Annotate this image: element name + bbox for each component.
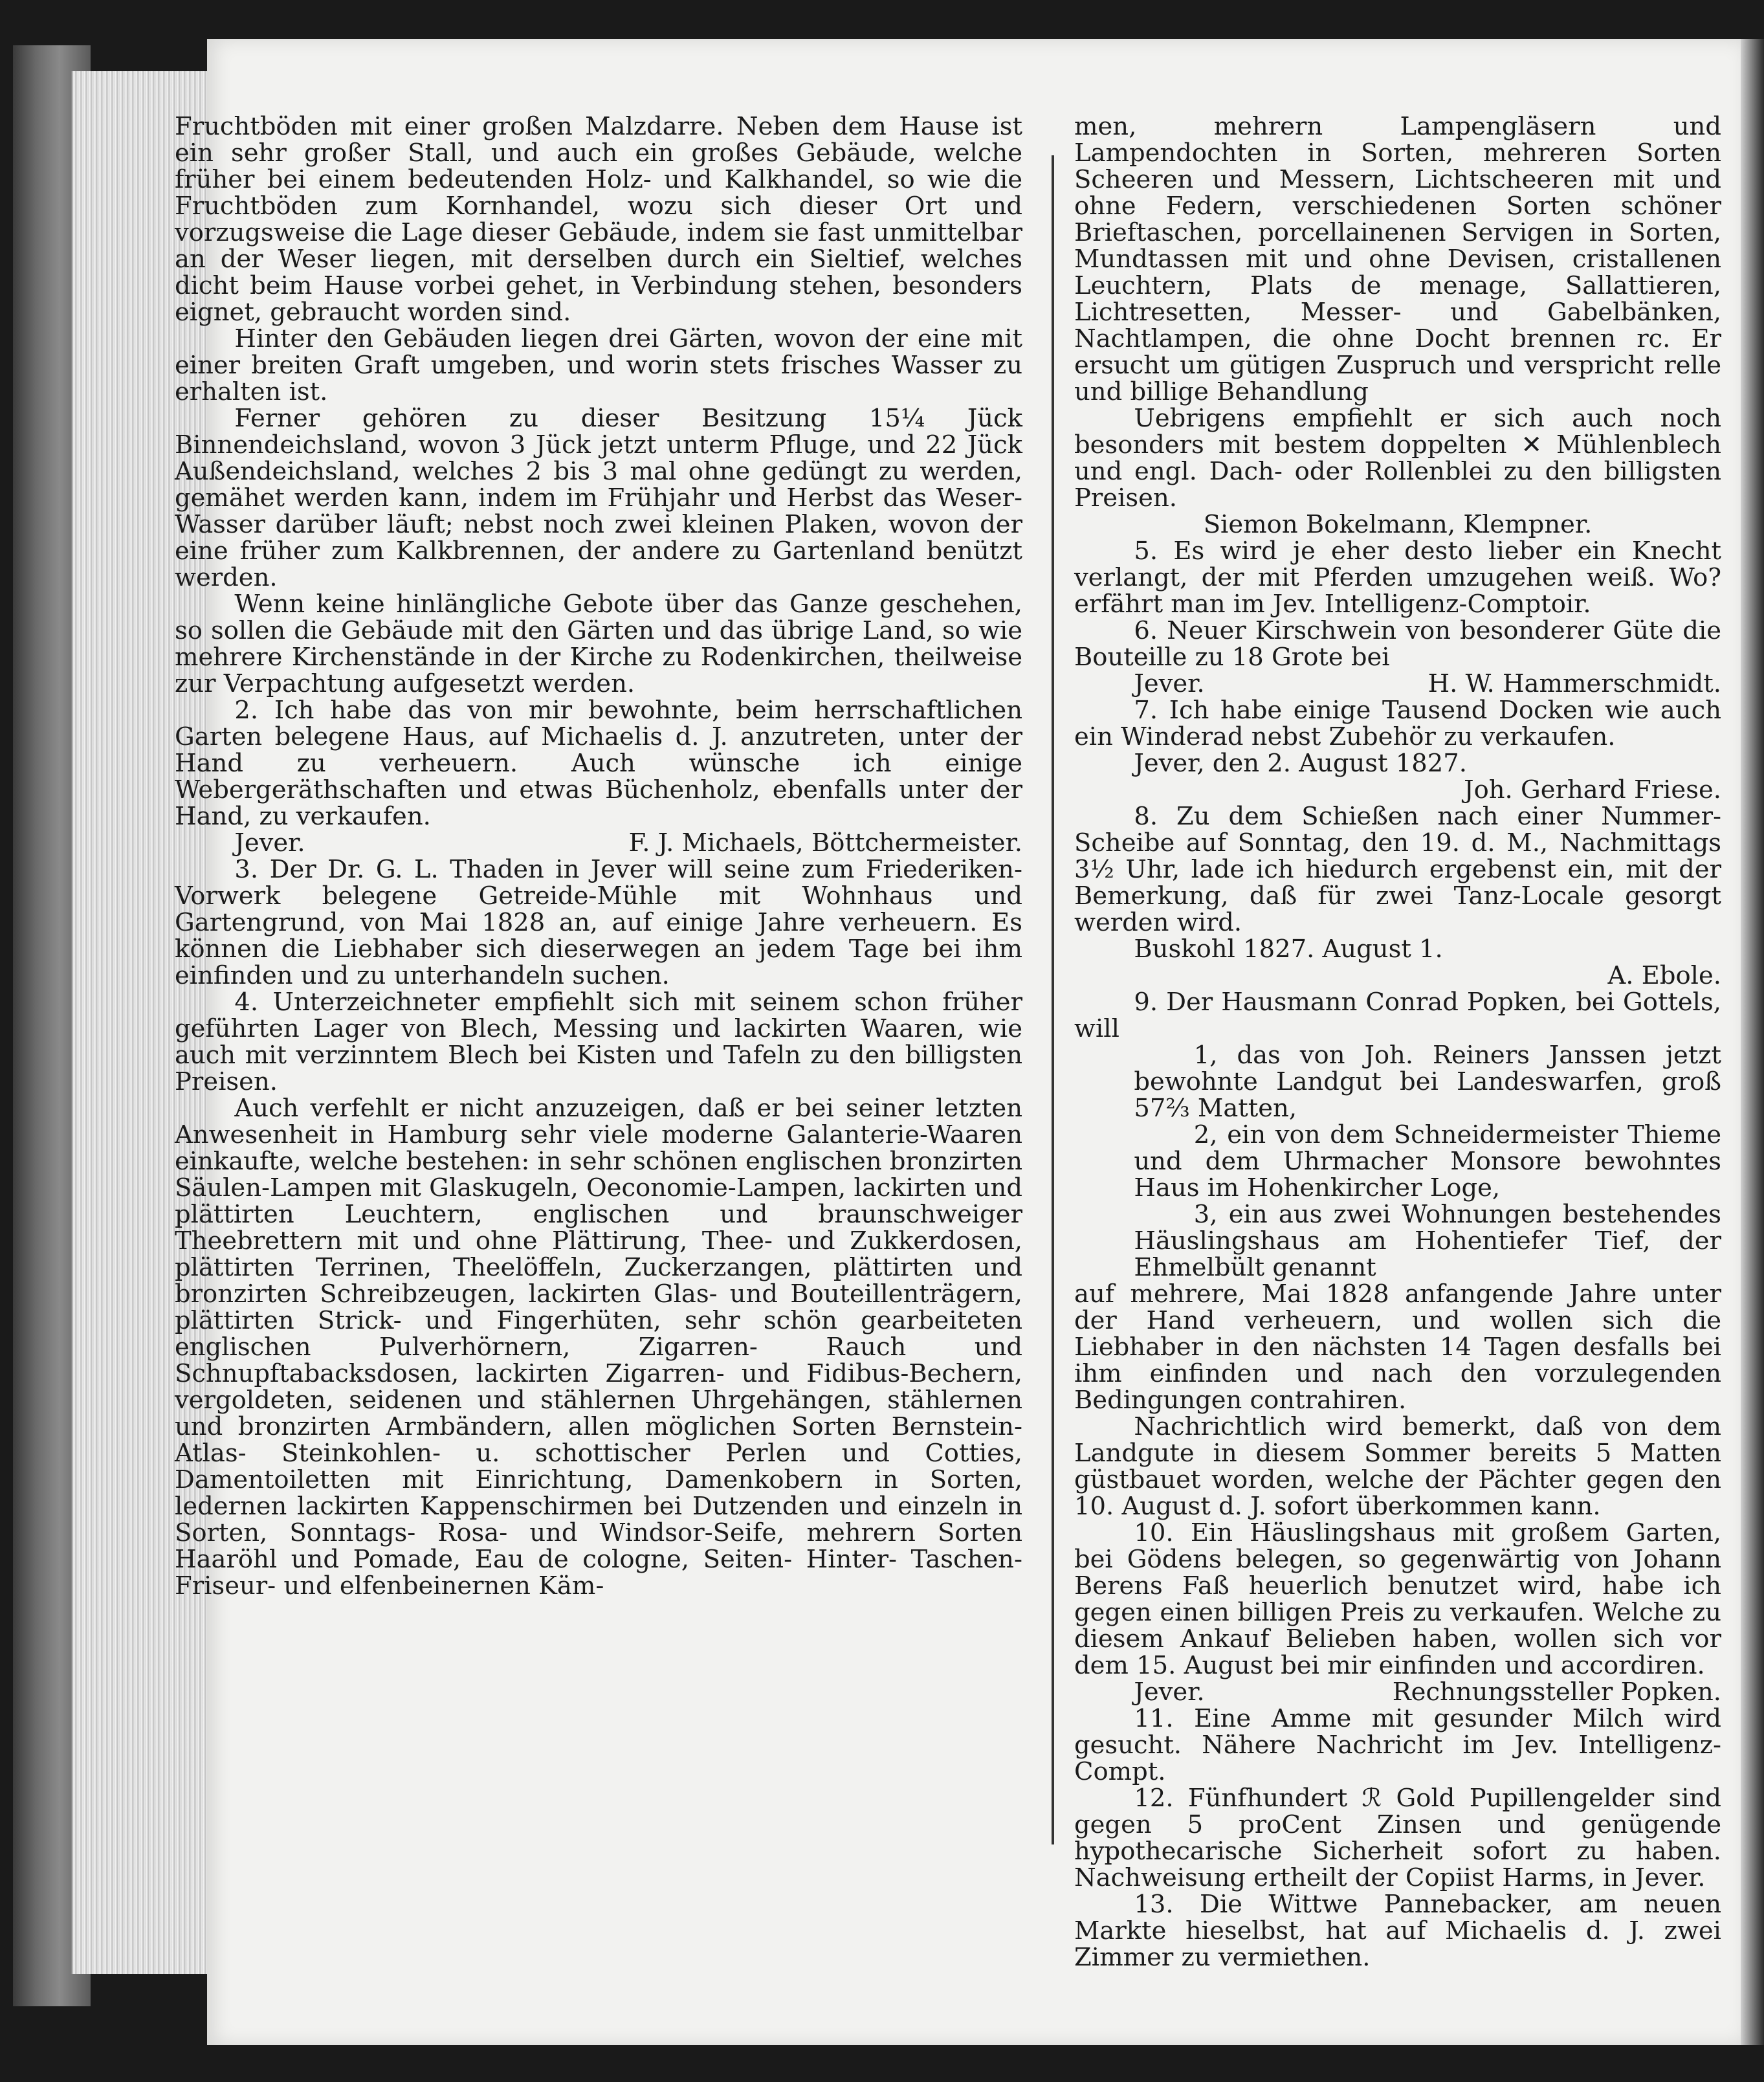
left-column xyxy=(175,113,1022,1599)
notice-8: 8. Zu dem Schießen nach einer Nummer-Scheibe auf Sonntag, den 19. d. M., Nachmittags 3½ Uhr, lade ich hiedurch ergebenst ein, mit der Bemerkung, daß für zwei Tanz-Locale gesorgt werden wird. xyxy=(1074,802,1721,937)
signature: Joh. Gerhard Friese. xyxy=(1464,775,1721,804)
notice-3: 3. Der Dr. G. L. Thaden in Jever will seine zum Friederiken-Vorwerk belegene Getreide-Mühle mit Wohnhaus und Gartengrund, von Mai 1828 an, auf einige Jahre verheuern. Es können die Liebhaber sich dieserwegen an jedem Tage bei ihm einfinden und zu unterhandeln suchen. xyxy=(175,855,1022,990)
paragraph: Wenn keine hinlängliche Gebote über das Ganze geschehen, so sollen die Gebäude mit den Gärten und das übrige Land, so wie mehrere Kirchenstände in der Kirche zu Rodenkirchen, theilweise zur Verpachtung aufgesetzt werden. xyxy=(175,590,1022,698)
paragraph: auf mehrere, Mai 1828 anfangende Jahre unter der Hand verheuern, und wollen sich die Liebhaber in den nächsten 14 Tagen desfalls bei ihm einfinden und nach den vorzulegenden Bedingungen contrahiren. xyxy=(1074,1279,1721,1415)
notice-5: 5. Es wird je eher desto lieber ein Knecht verlangt, der mit Pferden umzugehen weiß. Wo? erfährt man im Jev. Intelligenz-Comptoir. xyxy=(1074,537,1721,619)
place: Jever. xyxy=(1134,669,1205,698)
paragraph: Uebrigens empfiehlt er sich auch noch besonders mit bestem doppelten ✕ Mühlenblech und engl. Dach- oder Rollenblei zu den billigsten Preisen. xyxy=(1074,404,1721,513)
paragraph: Auch verfehlt er nicht anzuzeigen, daß er bei seiner letzten Anwesenheit in Hamburg sehr viele moderne Galanterie-Waaren einkaufte, welche bestehen: in sehr schönen englischen bronzirten Säulen-Lampen mit Glaskugeln, Oeconomie-Lampen, lackirten und plättirten Leuchtern, englischen und braunschweiger Theebrettern mit und ohne Plättirung, Thee- und Zukkerdosen, plättirten Terrinen, Theelöffeln, Zuckerzangen, plättirten und bronzirten Schreibzeugen, lackirten Glas- und Bouteillenträgern, plättirten Strick- und Fingerhüten, sehr schön gearbeiteten englischen Pulverhörnern, Zigarren- Rauch und Schnupftabacksdosen, lackirten Zigarren- und Fidibus-Bechern, vergoldeten, seidenen und stählernen Uhrgehängen, stählernen und bronzirten Armbändern, allen möglichen Sorten Bernstein- Atlas- Steinkohlen- u. schottischer Perlen und Cotties, Damentoiletten mit Einrichtung, Damenkobern in Sorten, ledernen lackirten Kappenschirmen bei Dutzenden und einzeln in Sorten, Sonntags- Rosa- und Windsor-Seife, mehrern Sorten Haaröhl und Pomade, Eau de cologne, Seiten- Hinter- Taschen- Friseur- und elfenbeinernen Käm- xyxy=(175,1094,1022,1600)
signature: Siemon Bokelmann, Klempner. xyxy=(1203,510,1593,539)
signature: A. Ebole. xyxy=(1607,961,1721,990)
signature: Rechnungssteller Popken. xyxy=(1392,1678,1721,1707)
notice-12: 12. Fünfhundert ℛ Gold Pupillengelder sind gegen 5 proCent Zinsen und genügende hypothecarische Sicherheit sofort zu haben. Nachweisung ertheilt der Copiist Harms, in Jever. xyxy=(1074,1784,1721,1892)
paragraph: Ferner gehören zu dieser Besitzung 15¼ Jück Binnendeichsland, wovon 3 Jück jetzt unterm Pfluge, und 22 Jück Außendeichsland, welches 2 bis 3 mal ohne gedüngt zu werden, gemähet werden kann, indem im Frühjahr und Herbst das Weser-Wasser darüber läuft; nebst noch zwei kleinen Plaken, wovon der eine früher zum Kalkbrennen, der andere zu Gartenland benützt werden. xyxy=(175,404,1022,592)
column-rule xyxy=(1052,155,1054,1844)
notice-7: 7. Ich habe einige Tausend Docken wie auch ein Winderad nebst Zubehör zu verkaufen. xyxy=(1074,696,1721,751)
paragraph: Fruchtböden mit einer großen Malzdarre. Neben dem Hause ist ein sehr großer Stall, und auch ein großes Gebäude, welche früher bei einem bedeutenden Holz- und Kalkhandel, so wie die Fruchtböden zum Kornhandel, wozu sich dieser Ort und vorzugsweise die Lage dieser Gebäude, indem sie fast unmittelbar an der Weser liegen, mit derselben durch ein Sieltief, welches dicht beim Hause vorbei gehet, in Verbindung stehen, besonders eignet, gebraucht worden sind. xyxy=(175,112,1022,327)
notice-9: 9. Der Hausmann Conrad Popken, bei Gottels, will xyxy=(1074,988,1721,1043)
notice-4: 4. Unterzeichneter empfiehlt sich mit seinem schon früher geführten Lager von Blech, Messing und lackirten Waaren, wie auch mit verzinntem Blech bei Kisten und Tafeln zu den billigsten Preisen. xyxy=(175,988,1022,1096)
notice-6: 6. Neuer Kirschwein von besonderer Güte die Bouteille zu 18 Grote bei xyxy=(1074,616,1721,672)
signature-line xyxy=(1074,1679,1721,1705)
paragraph: men, mehrern Lampengläsern und Lampendochten in Sorten, mehreren Sorten Scheeren und Messern, Lichtscheeren mit und ohne Federn, verschiedenen Sorten schöner Brieftaschen, porcellainenen Servigen in Sorten, Mundtassen mit und ohne Devisen, cristallenen Leuchtern, Plats de menage, Sallattieren, Lichtresetten, Messer- und Gabelbänken, Nachtlampen, die ohne Docht brennen rc. Er ersucht um gütigen Zuspruch und verspricht relle und billige Behandlung xyxy=(1074,112,1721,406)
right-column xyxy=(1074,113,1721,1971)
signature-line xyxy=(175,830,1022,856)
page-shadow xyxy=(1741,39,1764,2045)
date-line: Jever, den 2. August 1827. xyxy=(1134,749,1467,778)
notice-2: 2. Ich habe das von mir bewohnte, beim herrschaftlichen Garten belegene Haus, auf Michaelis d. J. anzutreten, unter der Hand zu verheuern. Auch wünsche ich einige Webergeräthschaften und etwas Büchenholz, ebenfalls unter der Hand, zu verkaufen. xyxy=(175,696,1022,831)
signature: H. W. Hammerschmidt. xyxy=(1428,669,1721,698)
place: Jever. xyxy=(1134,1678,1205,1707)
paragraph: Nachrichtlich wird bemerkt, daß von dem Landgute in diesem Sommer bereits 5 Matten güstbauet worden, welche der Pächter gegen den 10. August d. J. sofort überkommen kann. xyxy=(1074,1412,1721,1521)
list-item: 2, ein von dem Schneidermeister Thieme und dem Uhrmacher Monsore bewohntes Haus im Hohenkircher Loge, xyxy=(1134,1120,1721,1202)
paragraph: Hinter den Gebäuden liegen drei Gärten, wovon der eine mit einer breiten Graft umgeben, und worin stets frisches Wasser zu erhalten ist. xyxy=(175,324,1022,406)
notice-13: 13. Die Wittwe Pannebacker, am neuen Markte hieselbst, hat auf Michaelis d. J. zwei Zimmer zu vermiethen. xyxy=(1074,1890,1721,1972)
notice-11: 11. Eine Amme mit gesunder Milch wird gesucht. Nähere Nachricht im Jev. Intelligenz-Compt. xyxy=(1074,1704,1721,1786)
notice-10: 10. Ein Häuslingshaus mit großem Garten, bei Gödens belegen, so gegenwärtig von Johann Berens Faß heuerlich benutzet wird, habe ich gegen einen billigen Preis zu verkaufen. Welche zu diesem Ankauf Belieben haben, wollen sich vor dem 15. August bei mir einfinden und accordiren. xyxy=(1074,1518,1721,1680)
list-item: 1, das von Joh. Reiners Janssen jetzt bewohnte Landgut bei Landeswarfen, groß 57⅔ Matten, xyxy=(1134,1041,1721,1123)
signature-line xyxy=(1074,670,1721,697)
date-line: Buskohl 1827. August 1. xyxy=(1134,935,1443,964)
place: Jever. xyxy=(234,828,305,858)
signature: F. J. Michaels, Böttchermeister. xyxy=(628,828,1022,858)
list-item: 3, ein aus zwei Wohnungen bestehendes Häuslingshaus am Hohentiefer Tief, der Ehmelbült genannt xyxy=(1134,1200,1721,1282)
